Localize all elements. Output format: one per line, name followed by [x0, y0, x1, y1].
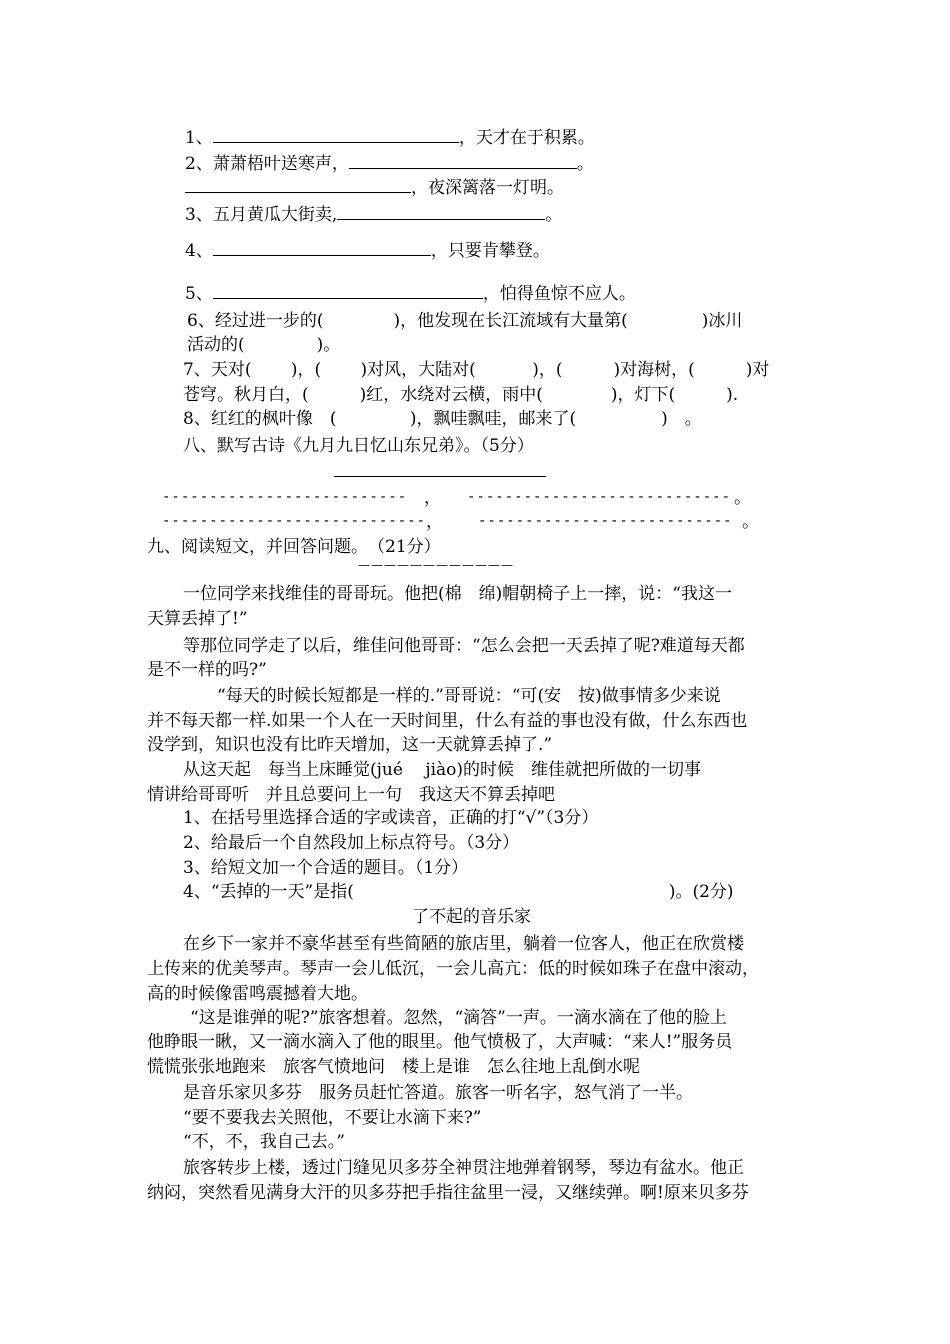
- story-line: “这是谁弹的呢?”旅客想着。忽然，“滴答”一声。一滴水滴在了他的脸上: [190, 1008, 727, 1028]
- para3-line3: 没学到，知识也没有比昨天增加，这一天就算丢掉了.”: [147, 735, 553, 755]
- q2-text: 2、萧萧梧叶送寒声，: [185, 154, 349, 174]
- q7-line1: 7、天对( )，( )对风，大陆对( )，( )对海树，( )对: [183, 360, 770, 380]
- q4-line: 4、 ，只要肯攀登。: [185, 241, 550, 261]
- para4-line2: 情讲给哥哥听 并且总要问上一句 我这天不算丢掉吧: [147, 785, 555, 805]
- reading-q1: 1、在括号里选择合适的字或读音，正确的打“√”（3分）: [183, 808, 599, 828]
- q4-text: ，只要肯攀登。: [430, 241, 550, 261]
- para3-line1: “每天的时候长短都是一样的.”哥哥说：“可(安 按)做事情多少来说: [217, 686, 721, 706]
- story-line: 是音乐家贝多芬 服务员赶忙答道。旅客一听名字，怒气消了一半。: [183, 1083, 693, 1103]
- q6-line2: [187, 334, 340, 356]
- q3-text: 3、五月黄瓜大街卖,: [185, 205, 338, 225]
- story-line: 纳闷，突然看见满身大汗的贝多芬把手指往盆里一浸，又继续弹。啊!原来贝多芬: [147, 1183, 749, 1203]
- story-line: 慌慌张张地跑来 旅客气愤地问 楼上是谁 怎么往地上乱倒水呢: [147, 1057, 640, 1077]
- q2-line2: [185, 176, 564, 199]
- q5-text: ，怕得鱼惊不应人。: [482, 284, 636, 304]
- q6-text-c: )冰川: [701, 311, 743, 331]
- para2-line2: 是不一样的吗?”: [147, 660, 267, 680]
- poem-sep-1: ，: [424, 488, 441, 508]
- q8-line: 8、红红的枫叶像 ( )，飘哇飘哇，邮来了( ) 。: [183, 409, 702, 429]
- q1-text: ，天才在于积累。: [458, 128, 595, 148]
- poem-sep-2: ，: [426, 512, 443, 532]
- q6-text-e: )。: [316, 335, 341, 355]
- para3-line2: 并不每天都一样.如果一个人在一天时间里，什么有益的事也没有做，什么东西也: [147, 711, 748, 731]
- q3-line: [185, 203, 562, 226]
- answer-blank[interactable]: [337, 203, 545, 220]
- q5-line: 5、 ，怕得鱼惊不应人。: [185, 284, 636, 304]
- q1-line: 1、 ，天才在于积累。: [185, 128, 595, 148]
- story-line: “要不要我去关照他，不要让水滴下来?”: [183, 1108, 482, 1128]
- answer-blank[interactable]: [213, 239, 431, 256]
- para4-line1: 从这天起 每当上床睡觉(jué jiào)的时候 维佳就把所做的一切事: [183, 760, 702, 780]
- reading-q4-text: 4、“丢掉的一天”是指(: [183, 882, 354, 902]
- reading-q4: [183, 881, 734, 903]
- q6-text-d: 活动的(: [187, 335, 245, 355]
- q2-line2-text: ，夜深篱落一灯明。: [411, 178, 564, 198]
- answer-blank[interactable]: [185, 176, 411, 193]
- story-line: 上传来的优美琴声。琴声一会儿低沉，一会儿高亢：低的时候如珠子在盘中滚动，: [147, 959, 759, 979]
- poem-title-line: [334, 476, 546, 477]
- para1-line1: 一位同学来找维佳的哥哥玩。他把(棉 绵)帽朝椅子上一摔，说：“我这一: [183, 584, 732, 604]
- q7-line2: 苍穹。秋月白，( )红，水绕对云横，雨中( )，灯下( ).: [183, 385, 739, 405]
- q2-line1: [185, 152, 594, 175]
- answer-blank[interactable]: [213, 126, 459, 143]
- reading-q2: 2、给最后一个自然段加上标点符号。（3分）: [183, 833, 520, 853]
- q3-end: 。: [545, 205, 563, 225]
- section8-title: 八、默写古诗《九月九日忆山东兄弟》。（5分）: [183, 436, 534, 456]
- poem-end-1: 。: [734, 488, 751, 508]
- q6-line1: [187, 310, 742, 332]
- section9-title: 九、阅读短文，并回答问题。 （21分）: [147, 537, 441, 557]
- para1-line2: 天算丢掉了!”: [147, 609, 248, 629]
- answer-blank[interactable]: [349, 152, 577, 169]
- poem-line-1b[interactable]: ----------------------------: [467, 489, 732, 505]
- q2-end: 。: [576, 154, 594, 174]
- q6-text-a: 6、经过进一步的(: [187, 311, 324, 331]
- para2-line1: 等那位同学走了以后，维佳问他哥哥：“怎么会把一天丢掉了呢?难道每天都: [183, 636, 745, 656]
- answer-blank[interactable]: [213, 282, 483, 299]
- section9-dashes: ————————————: [358, 558, 514, 572]
- story-line: 旅客转步上楼，透过门缝见贝多芬全神贯注地弹着钢琴，琴边有盆水。他正: [183, 1158, 744, 1178]
- poem-end-2: 。: [742, 512, 759, 532]
- q6-text-b: )，他发现在长江流域有大量第(: [393, 311, 628, 331]
- story-line: “不，不，我自己去。”: [183, 1132, 345, 1152]
- poem-line-2a[interactable]: ----------------------------: [162, 513, 427, 529]
- poem-line-1a[interactable]: --------------------------: [162, 489, 408, 505]
- poem-line-2b[interactable]: ---------------------------: [478, 513, 733, 529]
- story-line: 他睁眼一瞅，又一滴水滴入了他的眼里。他气愤极了，大声喊：“来人!”服务员: [147, 1032, 733, 1052]
- story-line: 高的时候像雷鸣震撼着大地。: [147, 984, 368, 1004]
- reading-q3: 3、给短文加一个合适的题目。（1分）: [183, 858, 469, 878]
- story-title: 了不起的音乐家: [412, 907, 531, 927]
- reading-q4-score: )。(2分): [668, 882, 734, 902]
- story-line: 在乡下一家并不豪华甚至有些简陋的旅店里，躺着一位客人，他正在欣赏楼: [183, 934, 744, 954]
